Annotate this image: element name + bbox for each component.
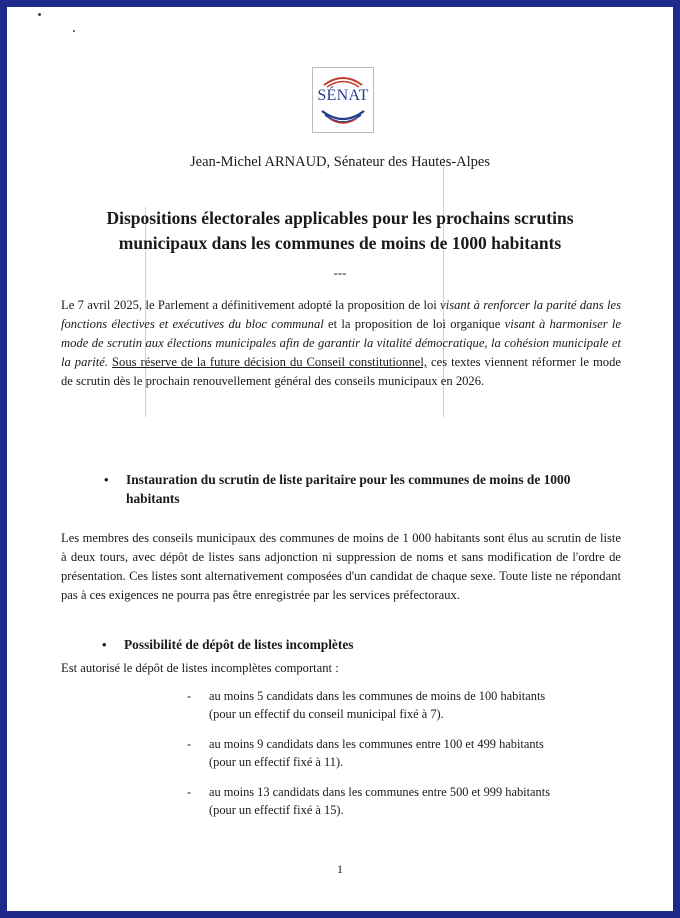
title-line-2: municipaux dans les communes de moins de 1000 habitants bbox=[118, 233, 562, 253]
section-heading-text: Instauration du scrutin de liste paritaire pour les communes de moins de 1000 habitants bbox=[126, 472, 571, 506]
intro-text: ces textes viennent réformer le mode de scrutin dès le prochain renouvellement général des conseils municipaux en 2026. bbox=[61, 355, 621, 388]
intro-text: Le 7 avril 2025, le Parlement a définitivement adopté la proposition de loi bbox=[61, 298, 441, 312]
dash-marker: - bbox=[187, 689, 192, 703]
document-title bbox=[77, 206, 603, 256]
section-heading-2 bbox=[102, 635, 594, 654]
list-item-line: au moins 13 candidats dans les communes entre 500 et 999 habitants bbox=[209, 785, 551, 799]
dash-marker: - bbox=[187, 785, 192, 799]
list-item bbox=[187, 735, 607, 771]
title-line-1: Dispositions électorales applicables pour les prochains scrutins bbox=[106, 208, 574, 228]
senat-logo bbox=[312, 67, 374, 133]
dash-marker: - bbox=[187, 737, 192, 751]
list-item-line: au moins 5 candidats dans les communes de moins de 100 habitants bbox=[209, 689, 546, 703]
list-item bbox=[187, 687, 607, 723]
logo-text: SÉNAT bbox=[317, 87, 369, 104]
intro-italic-1: visant à renforcer la parité dans les fonctions électives et exécutives du bloc communal bbox=[61, 298, 622, 331]
list-item-line: (pour un effectif fixé à 15). bbox=[209, 803, 344, 817]
list-item bbox=[187, 783, 607, 819]
intro-italic-2: visant à harmoniser le mode de scrutin aux élections municipales afin de garantir la vitalité démocratique, la cohésion municipale et la parité. bbox=[61, 317, 621, 369]
bullet-icon: • bbox=[104, 472, 109, 487]
section-2-intro: Est autorisé le dépôt de listes incomplètes comportant : bbox=[61, 661, 339, 675]
section-heading-text: Possibilité de dépôt de listes incomplètes bbox=[124, 637, 354, 652]
scan-speck bbox=[38, 13, 41, 16]
document-page bbox=[7, 7, 673, 911]
separator: --- bbox=[333, 265, 347, 280]
author-line: Jean-Michel ARNAUD, Sénateur des Hautes-Alpes bbox=[190, 154, 490, 170]
intro-paragraph bbox=[61, 296, 621, 391]
list-item-line: (pour un effectif du conseil municipal fixé à 7). bbox=[209, 707, 444, 721]
candidate-threshold-list bbox=[187, 687, 607, 831]
bullet-icon: • bbox=[102, 637, 107, 652]
intro-underlined: Sous réserve de la future décision du Conseil constitutionnel, bbox=[112, 355, 428, 369]
list-item-line: au moins 9 candidats dans les communes entre 100 et 499 habitants bbox=[209, 737, 544, 751]
scan-speck bbox=[73, 30, 75, 32]
intro-text: et la proposition de loi organique bbox=[323, 317, 505, 331]
section-1-paragraph: Les membres des conseils municipaux des communes de moins de 1 000 habitants sont élus au scrutin de liste à deux tours, avec dépôt de listes sans adjonction ni suppression de noms et sans modification de l'ordre de présentation. Ces listes sont alternativement composées d'un candidat de chaque sexe. Toute liste ne répondant pas à ces exigences ne pourra pas être enregistrée par les services préfectoraux. bbox=[61, 531, 621, 602]
section-heading-1 bbox=[104, 470, 596, 508]
page-number: 1 bbox=[337, 862, 343, 876]
list-item-line: (pour un effectif fixé à 11). bbox=[209, 755, 344, 769]
